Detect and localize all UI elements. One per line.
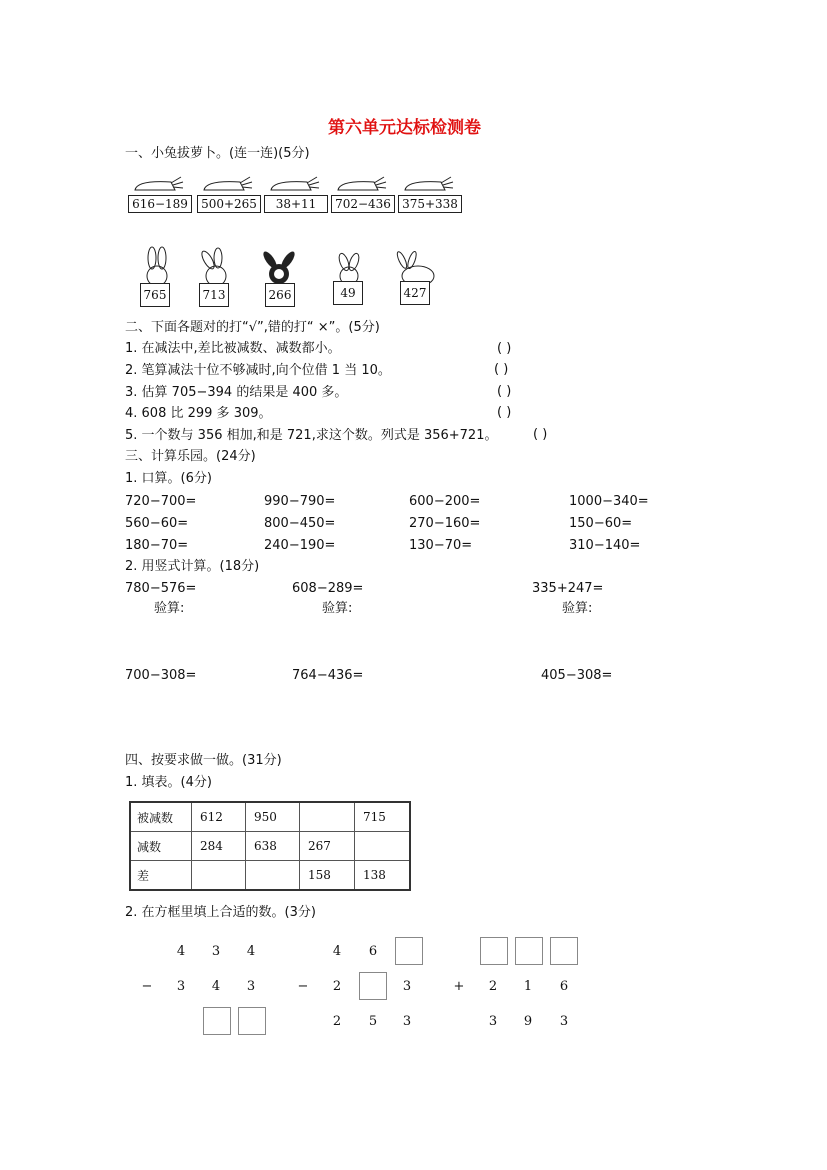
page-title: 第六单元达标检测卷 [328,118,481,138]
oral-problem: 600−200= [409,494,481,509]
table-cell-blank[interactable] [192,861,246,891]
vertical-problem: 335+247= [532,581,604,596]
vertical-problem: 608−289= [292,581,364,596]
vertical-problem: 780−576= [125,581,197,596]
rabbit-number: 713 [199,283,229,307]
fill-table [129,801,411,891]
judge-text: 5. 一个数与 356 相加,和是 721,求这个数。列式是 356+721。 [125,428,498,443]
oral-problem: 310−140= [569,538,641,553]
digit: 4 [211,979,221,994]
digit: 3 [211,944,221,959]
plus-sign: + [453,979,465,994]
table-cell: 950 [246,802,300,832]
oral-problem: 180−70= [125,538,189,553]
table-cell: 612 [192,802,246,832]
oral-problem: 720−700= [125,494,197,509]
table-row [130,802,410,832]
oral-problem: 990−790= [264,494,336,509]
carrot-expression: 616−189 [128,195,192,213]
table-row [130,832,410,861]
row-header: 减数 [130,832,192,861]
carrot-icon [401,174,461,194]
table-cell-blank[interactable] [355,832,411,861]
answer-paren[interactable]: ( ) [497,384,512,399]
carrot-expression: 375+338 [398,195,462,213]
oral-problem: 150−60= [569,516,633,531]
answer-box[interactable] [550,937,578,965]
digit: 3 [559,1014,569,1029]
answer-box[interactable] [480,937,508,965]
carrot-expression: 500+265 [197,195,261,213]
fill-table-heading: 1. 填表。(4分) [125,775,212,790]
table-cell-blank[interactable] [246,861,300,891]
rabbit-number: 765 [140,283,170,307]
carrot-icon [334,174,394,194]
answer-paren[interactable]: ( ) [497,341,512,356]
judge-text: 2. 笔算减法十位不够减时,向个位借 1 当 10。 [125,363,391,378]
digit: 2 [488,979,498,994]
check-label: 验算: [322,601,353,616]
carrot-icon [131,174,191,194]
minus-sign: − [297,979,309,994]
answer-box[interactable] [359,972,387,1000]
oral-problem: 1000−340= [569,494,649,509]
table-cell: 638 [246,832,300,861]
answer-paren[interactable]: ( ) [533,427,548,442]
answer-box[interactable] [515,937,543,965]
digit: 3 [246,979,256,994]
oral-problem: 560−60= [125,516,189,531]
table-row [130,861,410,891]
judge-text: 4. 608 比 299 多 309。 [125,406,272,421]
table-cell: 284 [192,832,246,861]
answer-box[interactable] [238,1007,266,1035]
carrot-expression: 38+11 [264,195,328,213]
judge-text: 1. 在减法中,差比被减数、减数都小。 [125,341,341,356]
digit: 2 [332,1014,342,1029]
check-label: 验算: [154,601,185,616]
oral-problem: 240−190= [264,538,336,553]
table-cell: 138 [355,861,411,891]
digit: 9 [523,1014,533,1029]
digit: 3 [488,1014,498,1029]
oral-problem: 270−160= [409,516,481,531]
vertical-problem: 764−436= [292,668,364,683]
digit: 4 [176,944,186,959]
digit: 5 [368,1014,378,1029]
vertical-calc-heading: 2. 用竖式计算。(18分) [125,559,260,574]
digit: 2 [332,979,342,994]
table-cell: 267 [300,832,355,861]
judge-text: 3. 估算 705−394 的结果是 400 多。 [125,385,348,400]
digit: 6 [559,979,569,994]
digit: 3 [402,1014,412,1029]
digit: 4 [246,944,256,959]
section-4-heading: 四、按要求做一做。(31分) [125,753,282,768]
rabbit-number: 266 [265,283,295,307]
vertical-problem: 700−308= [125,668,197,683]
fill-boxes-heading: 2. 在方框里填上合适的数。(3分) [125,905,316,920]
answer-paren[interactable]: ( ) [494,362,509,377]
carrot-expression: 702−436 [331,195,395,213]
digit: 6 [368,944,378,959]
rabbit-number: 49 [333,281,363,305]
digit: 1 [523,979,533,994]
answer-paren[interactable]: ( ) [497,405,512,420]
rabbit-number: 427 [400,281,430,305]
section-1-heading: 一、小兔拔萝卜。(连一连)(5分) [125,146,310,161]
check-label: 验算: [562,601,593,616]
digit: 3 [176,979,186,994]
table-cell: 158 [300,861,355,891]
table-cell-blank[interactable] [300,802,355,832]
digit: 4 [332,944,342,959]
table-cell: 715 [355,802,411,832]
section-2-heading: 二、下面各题对的打“√”,错的打“ ×”。(5分) [125,320,380,335]
answer-box[interactable] [203,1007,231,1035]
digit: 3 [402,979,412,994]
carrot-icon [200,174,260,194]
row-header: 差 [130,861,192,891]
carrot-icon [267,174,327,194]
answer-box[interactable] [395,937,423,965]
section-3-heading: 三、计算乐园。(24分) [125,449,256,464]
oral-calc-heading: 1. 口算。(6分) [125,471,212,486]
oral-problem: 130−70= [409,538,473,553]
vertical-problem: 405−308= [541,668,613,683]
oral-problem: 800−450= [264,516,336,531]
minus-sign: − [141,979,153,994]
row-header: 被减数 [130,802,192,832]
